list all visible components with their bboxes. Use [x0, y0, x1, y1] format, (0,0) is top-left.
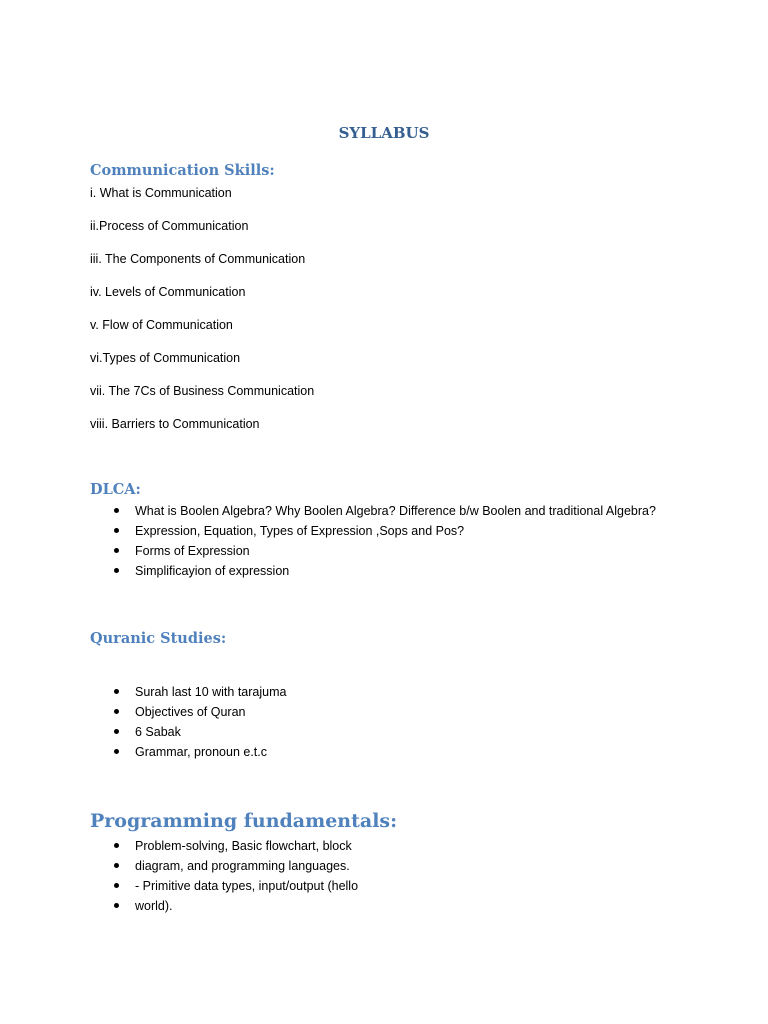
communication-skills-heading: Communication Skills: [90, 162, 275, 179]
list-item-text: - Primitive data types, input/output (hello [135, 879, 359, 893]
list-item [90, 836, 358, 856]
bullet-icon [114, 528, 119, 533]
bullet-icon [114, 508, 119, 513]
quranic-studies-list [90, 682, 286, 762]
list-item: vi.Types of Communication [90, 351, 241, 365]
bullet-icon [114, 863, 119, 868]
list-item-text: world). [135, 899, 173, 913]
list-item-text: Grammar, pronoun e.t.c [135, 745, 268, 759]
list-item [90, 742, 286, 762]
list-item: iii. The Components of Communication [90, 252, 306, 266]
list-item [90, 876, 358, 896]
dlca-heading: DLCA: [90, 481, 141, 498]
bullet-icon [114, 729, 119, 734]
bullet-icon [114, 689, 119, 694]
list-item-text: Forms of Expression [135, 544, 250, 558]
list-item-text: Simplificayion of expression [135, 564, 290, 578]
programming-fundamentals-heading: Programming fundamentals: [90, 810, 398, 832]
bullet-icon [114, 568, 119, 573]
quranic-studies-heading: Quranic Studies: [90, 630, 227, 647]
list-item: iv. Levels of Communication [90, 285, 246, 299]
list-item-text: 6 Sabak [135, 725, 181, 739]
list-item [90, 521, 656, 541]
list-item [90, 856, 358, 876]
list-item [90, 896, 358, 916]
programming-fundamentals-list [90, 836, 358, 916]
list-item [90, 501, 656, 521]
bullet-icon [114, 548, 119, 553]
list-item: vii. The 7Cs of Business Communication [90, 384, 315, 398]
dlca-list [90, 501, 656, 581]
list-item [90, 561, 656, 581]
communication-skills-list [90, 184, 314, 448]
list-item [90, 682, 286, 702]
list-item: i. What is Communication [90, 186, 232, 200]
list-item: ii.Process of Communication [90, 219, 249, 233]
list-item [90, 541, 656, 561]
list-item-text: Surah last 10 with tarajuma [135, 685, 287, 699]
bullet-icon [114, 903, 119, 908]
bullet-icon [114, 843, 119, 848]
list-item-text: What is Boolen Algebra? Why Boolen Algebra? Difference b/w Boolen and traditional Algebra? [135, 504, 656, 518]
page-title: SYLLABUS [338, 124, 430, 142]
list-item [90, 722, 286, 742]
list-item-text: Problem-solving, Basic flowchart, block [135, 839, 352, 853]
bullet-icon [114, 883, 119, 888]
bullet-icon [114, 749, 119, 754]
list-item: v. Flow of Communication [90, 318, 233, 332]
list-item-text: diagram, and programming languages. [135, 859, 350, 873]
bullet-icon [114, 709, 119, 714]
list-item-text: Objectives of Quran [135, 705, 246, 719]
list-item [90, 702, 286, 722]
list-item-text: Expression, Equation, Types of Expression ,Sops and Pos? [135, 524, 465, 538]
list-item: viii. Barriers to Communication [90, 417, 260, 431]
